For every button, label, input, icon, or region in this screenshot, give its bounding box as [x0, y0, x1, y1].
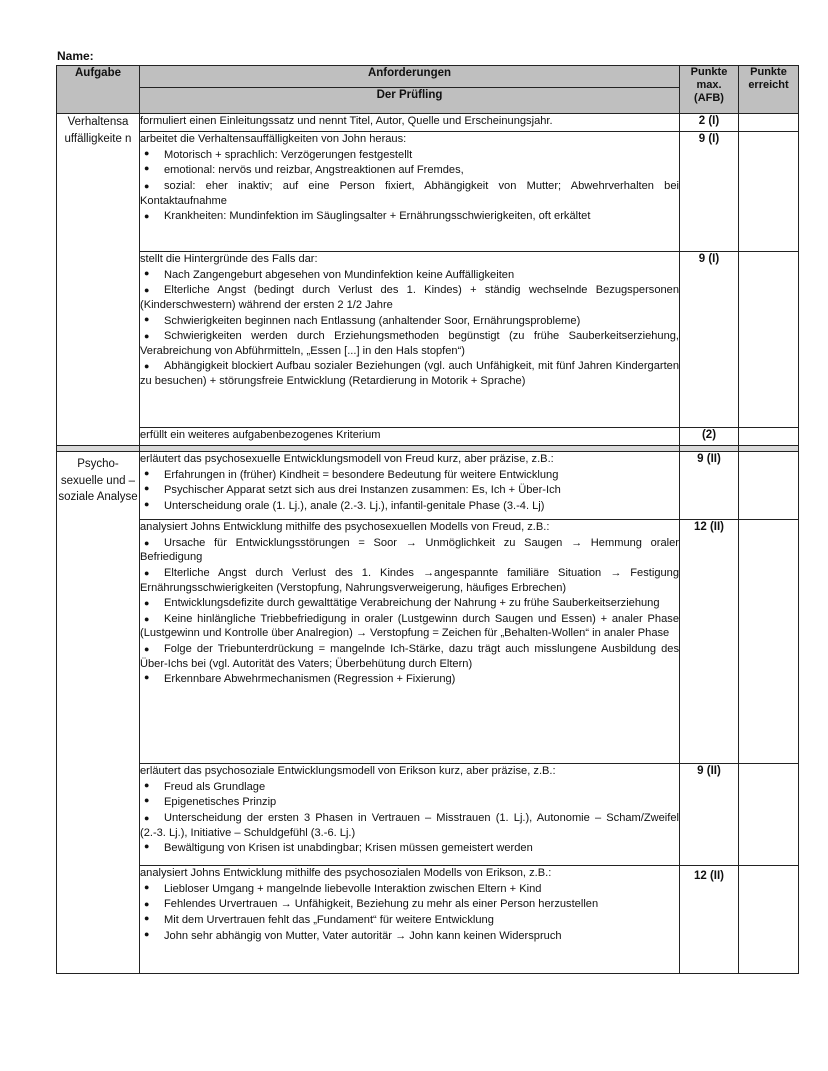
- name-label: Name:: [57, 49, 94, 63]
- requirement-intro: erläutert das psychosexuelle Entwicklungsmodell von Freud kurz, aber präzise, z.B.:: [140, 453, 554, 465]
- points-achieved-cell[interactable]: [739, 252, 799, 428]
- aufgabe-verhaltensauffaelligkeiten: Verhaltensa uffälligkeite n: [57, 114, 140, 446]
- points-achieved-cell[interactable]: [739, 114, 799, 132]
- requirement-row: [140, 132, 680, 252]
- header-der-pruefling: Der Prüfling: [140, 88, 680, 114]
- points-max: 9 (II): [680, 764, 739, 866]
- list-item: ● Ursache für Entwicklungsstörungen = Soor → Unmöglichkeit zu Saugen → Hemmung oraler Befriedigung: [140, 536, 679, 565]
- list-item: ● Mit dem Urvertrauen fehlt das „Fundament“ für weitere Entwicklung: [140, 913, 679, 928]
- points-max: 9 (I): [680, 132, 739, 252]
- list-item: ● Schwierigkeiten beginnen nach Entlassung (anhaltender Soor, Ernährungsprobleme): [140, 314, 679, 329]
- points-max: 12 (II): [680, 520, 739, 764]
- list-item: ● sozial: eher inaktiv; auf eine Person fixiert, Abhängigkeit von Mutter; Abwehrverhalten bei Kontaktaufnahme: [140, 179, 679, 208]
- list-item: ● Erkennbare Abwehrmechanismen (Regression + Fixierung): [140, 672, 679, 687]
- grading-table: [56, 65, 799, 974]
- list-item: ● Freud als Grundlage: [140, 780, 679, 795]
- points-max: 9 (II): [680, 452, 739, 520]
- requirement-row: [140, 252, 680, 428]
- header-punkte-erreicht: Punkte erreicht: [739, 66, 799, 114]
- list-item: ● Epigenetisches Prinzip: [140, 795, 679, 810]
- points-achieved-cell[interactable]: [739, 132, 799, 252]
- aufgabe-psychosexuelle-soziale-analyse: Psycho-sexuelle und – soziale Analyse: [57, 452, 140, 974]
- list-item: ● Erfahrungen in (früher) Kindheit = besondere Bedeutung für weitere Entwicklung: [140, 468, 679, 483]
- requirement-intro: analysiert Johns Entwicklung mithilfe des psychosexuellen Modells von Freud, z.B.:: [140, 521, 550, 533]
- list-item: ● emotional: nervös und reizbar, Angstreaktionen auf Fremdes,: [140, 163, 679, 178]
- list-item: ● Keine hinlängliche Triebbefriedigung in oraler (Lustgewinn durch Saugen und Essen) + analer Phase (Lustgewinn und Kontrolle über Analregion) → Verstopfung = Zeichen für „Behalten-Wollen“ in analer Phase: [140, 612, 679, 641]
- list-item: ● Bewältigung von Krisen ist unabdingbar; Krisen müssen gemeistert werden: [140, 841, 679, 856]
- list-item: ● Nach Zangengeburt abgesehen von Mundinfektion keine Auffälligkeiten: [140, 268, 679, 283]
- requirement-row: [140, 764, 680, 866]
- list-item: ● Unterscheidung orale (1. Lj.), anale (2.-3. Lj.), infantil-genitale Phase (3.-4. Lj): [140, 499, 679, 514]
- header-anforderungen: Anforderungen: [140, 66, 680, 88]
- requirement-row: [140, 520, 680, 764]
- requirement-intro: stellt die Hintergründe des Falls dar:: [140, 253, 318, 265]
- points-achieved-cell[interactable]: [739, 866, 799, 974]
- points-achieved-cell[interactable]: [739, 452, 799, 520]
- list-item: ● Liebloser Umgang + mangelnde liebevolle Interaktion zwischen Eltern + Kind: [140, 882, 679, 897]
- list-item: ● Fehlendes Urvertrauen → Unfähigkeit, Beziehung zu mehr als einer Person herzustellen: [140, 897, 679, 912]
- requirement-row: [140, 866, 680, 974]
- list-item: ● Motorisch + sprachlich: Verzögerungen festgestellt: [140, 148, 679, 163]
- requirement-row: [140, 428, 680, 446]
- points-achieved-cell[interactable]: [739, 764, 799, 866]
- header-aufgabe: Aufgabe: [57, 66, 140, 114]
- requirement-intro: erläutert das psychosoziale Entwicklungsmodell von Erikson kurz, aber präzise, z.B.:: [140, 765, 556, 777]
- requirement-intro: erfüllt ein weiteres aufgabenbezogenes Kriterium: [140, 429, 381, 441]
- list-item: ● Psychischer Apparat setzt sich aus drei Instanzen zusammen: Es, Ich + Über-Ich: [140, 483, 679, 498]
- points-max: 9 (I): [680, 252, 739, 428]
- requirement-row: [140, 114, 680, 132]
- list-item: ● Entwicklungsdefizite durch gewalttätige Verabreichung der Nahrung + zu frühe Sauberkeitserziehung: [140, 596, 679, 611]
- points-max: 12 (II): [680, 866, 739, 974]
- list-item: ● John sehr abhängig von Mutter, Vater autoritär → John kann keinen Widerspruch: [140, 929, 679, 944]
- points-max: (2): [680, 428, 739, 446]
- list-item: ● Krankheiten: Mundinfektion im Säuglingsalter + Ernährungsschwierigkeiten, oft erkältet: [140, 209, 679, 224]
- points-max: 2 (I): [680, 114, 739, 132]
- requirement-intro: formuliert einen Einleitungssatz und nennt Titel, Autor, Quelle und Erscheinungsjahr.: [140, 115, 553, 127]
- list-item: ● Unterscheidung der ersten 3 Phasen in Vertrauen – Misstrauen (1. Lj.), Autonomie – Scham/Zweifel (2.-3. Lj.), Initiative – Schuldgefühl (3.-6. Lj.): [140, 811, 679, 840]
- list-item: ● Folge der Triebunterdrückung = mangelnde Ich-Stärke, dazu trägt auch misslungene Ausbildung des Über-Ichs bei (vgl. Autorität des Vaters; Überbehütung durch Eltern): [140, 642, 679, 671]
- points-achieved-cell[interactable]: [739, 520, 799, 764]
- requirement-row: [140, 452, 680, 520]
- requirement-intro: analysiert Johns Entwicklung mithilfe des psychosozialen Modells von Erikson, z.B.:: [140, 867, 552, 879]
- list-item: ● Abhängigkeit blockiert Aufbau sozialer Beziehungen (vgl. auch Unfähigkeit, mit fünf Jahren Kindergarten zu besuchen) + störungsfreie Entwicklung (Retardierung in Motorik + Sprache): [140, 359, 679, 388]
- list-item: ● Elterliche Angst (bedingt durch Verlust des 1. Kindes) + ständig wechselnde Bezugspersonen (Kinderschwestern) während der ersten 2 1/2 Jahre: [140, 283, 679, 312]
- header-punkte-max: Punkte max. (AFB): [680, 66, 739, 114]
- list-item: ● Elterliche Angst durch Verlust des 1. Kindes →angespannte familiäre Situation → Festigung Ernährungsschwierigkeiten (Verstopfung, Nahrungsverweigerung, häufiges Erbrechen): [140, 566, 679, 595]
- list-item: ● Schwierigkeiten werden durch Erziehungsmethoden begünstigt (zu frühe Sauberkeitserziehung, Verabreichung von Abführmitteln, „Essen [...] in den Hals stopfen“): [140, 329, 679, 358]
- points-achieved-cell[interactable]: [739, 428, 799, 446]
- requirement-intro: arbeitet die Verhaltensauffälligkeiten von John heraus:: [140, 133, 407, 145]
